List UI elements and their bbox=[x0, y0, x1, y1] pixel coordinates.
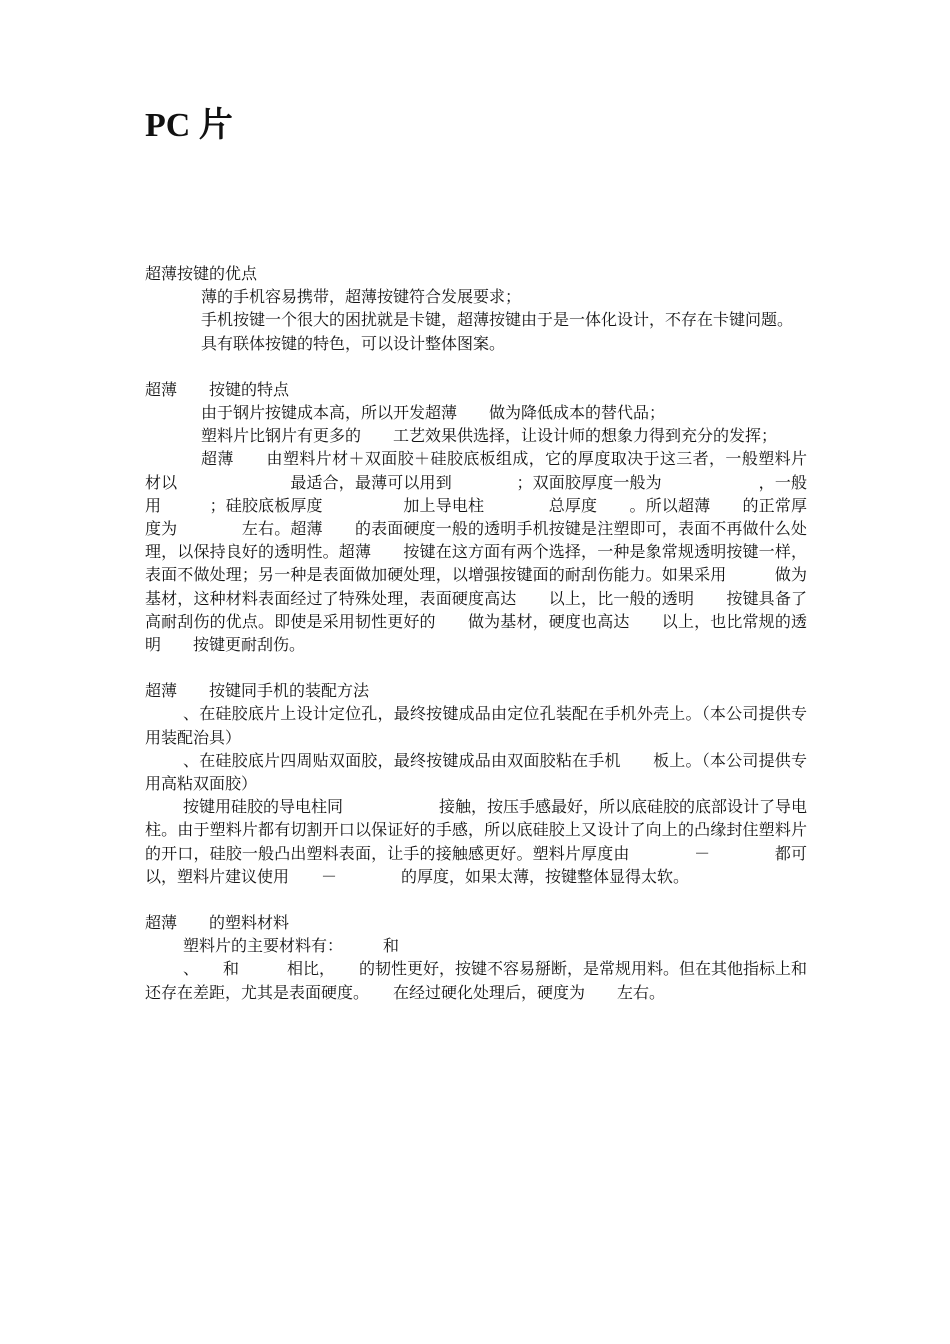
paragraph: 超薄 由塑料片材＋双面胶＋硅胶底板组成，它的厚度取决于这三者，一般塑料片材以 最适合，最薄可以用到 ；双面胶厚度一般为 ，一般用 ；硅胶底板厚度 加上导电柱 总厚度 。所以超薄 的正常厚度为 左右。超薄 的表面硬度一般的透明手机按键是注塑即可，表面不再做什么处理，以保持良好的透明性。超薄 按键在这方面有两个选择，一种是象常规透明按键一样，表面不做处理；另一种是表面做加硬处理，以增强按键面的耐刮伤能力。如果采用 做为基材，这种材料表面经过了特殊处理，表面硬度高达 以上，比一般的透明 按键具备了高耐刮伤的优点。即使是采用韧性更好的 做为基材，硬度也高达 以上，也比常规的透明 按键更耐刮伤。 bbox=[145, 449, 807, 655]
paragraph: 、 和 相比， 的韧性更好，按键不容易掰断，是常规用料。但在其他指标上和 还存在差距，尤其是表面硬度。 在经过硬化处理后，硬度为 左右。 bbox=[145, 959, 856, 1002]
paragraph: 具有联体按键的特色，可以设计整体图案。 bbox=[201, 333, 506, 353]
paragraph: 塑料片比钢片有更多的 工艺效果供选择，让设计师的想象力得到充分的发挥； bbox=[201, 426, 778, 446]
paragraph: 、在硅胶底片上设计定位孔，最终按键成品由定位孔装配在手机外壳上。（本公司提供专用装配治具） bbox=[145, 704, 807, 747]
paragraph: 手机按键一个很大的困扰就是卡键，超薄按键由于是一体化设计，不存在卡键问题。 bbox=[201, 310, 794, 330]
paragraph: 、在硅胶底片四周贴双面胶，最终按键成品由双面胶粘在手机 板上。（本公司提供专用高粘双面胶） bbox=[145, 750, 807, 794]
paragraph: 塑料片的主要材料有： 和 bbox=[183, 936, 400, 956]
section-heading: 超薄 按键的特点 bbox=[145, 379, 290, 399]
section-gap bbox=[145, 355, 807, 378]
paragraph: 由于钢片按键成本高，所以开发超薄 做为降低成本的替代品； bbox=[201, 403, 666, 423]
section-gap bbox=[145, 656, 807, 679]
section-gap bbox=[145, 888, 807, 911]
document-title: PC 片 bbox=[145, 107, 233, 144]
section-heading: 超薄 的塑料材料 bbox=[145, 913, 290, 933]
document-body bbox=[145, 262, 856, 1004]
section-heading: 超薄按键的优点 bbox=[145, 264, 258, 283]
paragraph: 薄的手机容易携带，超薄按键符合发展要求； bbox=[201, 287, 522, 307]
paragraph: 按键用硅胶的导电柱同 接触，按压手感最好，所以底硅胶的底部设计了导电柱。由于塑料片都有切割开口以保证好的手感，所以底硅胶上又设计了向上的凸缘封住塑料片的开口，硅胶一般凸出塑料表面，让手的接触感更好。塑料片厚度由 － 都可以，塑料片建议使用 － 的厚度，如果太薄，按键整体显得太软。 bbox=[145, 797, 808, 886]
section-features bbox=[145, 378, 807, 656]
section-heading: 超薄 按键同手机的装配方法 bbox=[145, 681, 370, 701]
section-materials bbox=[145, 911, 856, 1004]
section-advantages bbox=[145, 262, 807, 355]
section-assembly bbox=[145, 679, 807, 888]
